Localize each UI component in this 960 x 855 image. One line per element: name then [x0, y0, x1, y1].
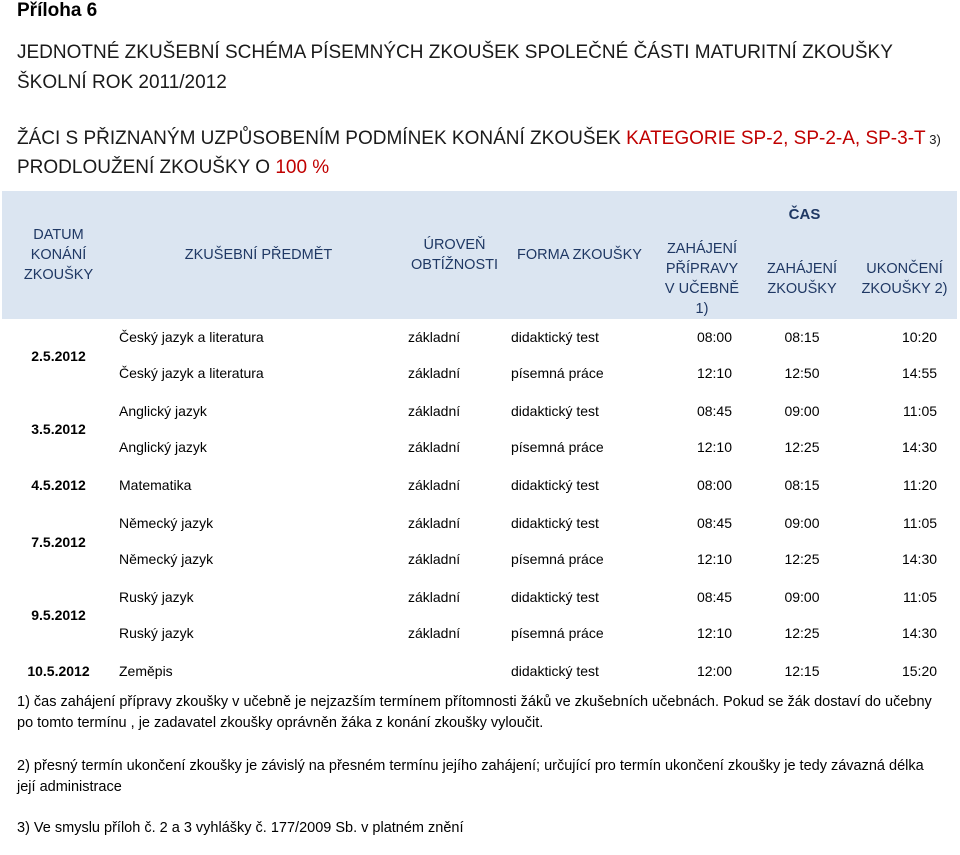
level-cell: základní [402, 355, 507, 392]
header-level: ÚROVEŇ OBTÍŽNOSTI [402, 191, 507, 319]
exam-date: 2.5.2012 [31, 347, 86, 364]
exam-end-cell: 15:20 [852, 652, 957, 690]
prep-start-cell: 12:10 [652, 615, 752, 652]
exam-date: 10.5.2012 [2, 652, 115, 690]
footnote-3: 3) Ve smyslu příloh č. 2 a 3 vyhlášky č. 177/2009 Sb. v platném znění [17, 820, 464, 836]
exam-end-cell: 14:30 [852, 615, 957, 652]
exam-end-cell: 11:05 [903, 515, 938, 531]
table-row [2, 355, 957, 392]
header-exam-start: ZAHÁJENÍ ZKOUŠKY [752, 239, 852, 319]
category-heading-highlight: KATEGORIE SP-2, SP-2-A, SP-3-T [626, 128, 926, 149]
exam-start-cell: 09:00 [784, 515, 820, 531]
exam-start-cell: 12:50 [752, 355, 852, 392]
exam-end-cell: 10:20 [901, 329, 938, 345]
form-cell: didaktický test [511, 403, 599, 419]
subject-cell: Matematika [115, 466, 402, 504]
level-cell: základní [408, 403, 461, 419]
header-exam-end: UKONČENÍ ZKOUŠKY 2) [852, 239, 957, 319]
form-cell: písemná práce [507, 615, 652, 652]
subject-cell: Anglický jazyk [119, 403, 207, 419]
header-prep-start: ZAHÁJENÍ PŘÍPRAVY V UČEBNĚ 1) [652, 239, 752, 319]
subject-cell: Ruský jazyk [115, 615, 402, 652]
header-form: FORMA ZKOUŠKY [507, 191, 652, 319]
table-row [2, 578, 957, 615]
form-cell: písemná práce [507, 429, 652, 466]
exam-end-cell: 11:20 [852, 466, 957, 504]
level-cell: základní [402, 615, 507, 652]
exam-end-cell: 11:05 [903, 589, 938, 605]
exam-date: 9.5.2012 [31, 607, 86, 623]
form-cell: didaktický test [507, 466, 652, 504]
subject-cell: Německý jazyk [115, 541, 402, 578]
table-row [2, 392, 957, 429]
prep-start-cell: 08:00 [652, 466, 752, 504]
table-row [2, 319, 957, 355]
subject-cell: Anglický jazyk [115, 429, 402, 466]
exam-start-cell: 09:00 [784, 589, 820, 605]
prep-start-cell: 12:10 [652, 541, 752, 578]
level-cell: základní [408, 329, 461, 345]
category-heading-prefix: ŽÁCI S PŘIZNANÝM UZPŮSOBENÍM PODMÍNEK KONÁNÍ ZKOUŠEK [17, 128, 627, 149]
exam-end-cell: 14:55 [852, 355, 957, 392]
extension-heading-highlight: 100 % [275, 157, 330, 178]
appendix-label: Příloha 6 [17, 0, 98, 21]
exam-schedule-table [2, 191, 957, 691]
header-subject: ZKUŠEBNÍ PŘEDMĚT [115, 191, 402, 319]
prep-start-cell: 08:45 [696, 403, 732, 419]
subject-cell: Německý jazyk [119, 515, 214, 531]
level-cell: základní [408, 515, 461, 531]
page-title: JEDNOTNÉ ZKUŠEBNÍ SCHÉMA PÍSEMNÝCH ZKOUŠEK SPOLEČNÉ ČÁSTI MATURITNÍ ZKOUŠKY [17, 42, 893, 63]
exam-end-cell: 11:05 [903, 403, 938, 419]
exam-date: 4.5.2012 [2, 466, 115, 504]
footnote-2: 2) přesný termín ukončení zkoušky je závislý na přesném termínu jejího zahájení; určující pro termín ukončení zkoušky je tedy závazná délka její administrace [17, 758, 924, 795]
exam-start-cell: 12:25 [752, 541, 852, 578]
schedule-body [2, 319, 957, 690]
exam-start-cell: 12:25 [752, 429, 852, 466]
exam-date: 7.5.2012 [31, 533, 86, 550]
prep-start-cell: 08:45 [696, 589, 732, 605]
exam-end-cell: 14:30 [852, 541, 957, 578]
form-cell: didaktický test [511, 515, 599, 531]
prep-start-cell: 08:45 [696, 515, 732, 531]
prep-start-cell: 12:10 [652, 355, 752, 392]
form-cell: písemná práce [507, 541, 652, 578]
table-row [2, 429, 957, 466]
form-cell: didaktický test [511, 589, 599, 605]
level-cell: základní [402, 429, 507, 466]
subject-cell: Ruský jazyk [119, 589, 194, 605]
level-cell: základní [402, 466, 507, 504]
table-row [2, 466, 957, 504]
subject-cell: Zeměpis [115, 652, 402, 690]
exam-start-cell: 12:25 [752, 615, 852, 652]
prep-start-cell: 12:00 [652, 652, 752, 690]
level-cell [402, 652, 507, 690]
subject-cell: Český jazyk a literatura [115, 355, 402, 392]
footnote-1: 1) čas zahájení přípravy zkoušky v učebně je nejzazším termínem přítomnosti žáků ve zkušebních učebnách. Pokud se žák dostaví do učebny po tomto termínu , je zadavatel zkoušky oprávněn žáka z konání zkoušky vyloučit. [17, 694, 932, 731]
page-subtitle: ŠKOLNÍ ROK 2011/2012 [17, 72, 227, 93]
form-cell: písemná práce [507, 355, 652, 392]
form-cell: didaktický test [511, 329, 599, 345]
table-row [2, 652, 957, 690]
table-row [2, 504, 957, 541]
extension-heading [17, 157, 329, 179]
exam-start-cell: 09:00 [784, 403, 820, 419]
header-time-group: ČAS [652, 191, 957, 239]
form-cell: didaktický test [507, 652, 652, 690]
header-date: DATUM KONÁNÍ ZKOUŠKY [2, 191, 115, 319]
category-heading [17, 128, 941, 150]
prep-start-cell: 08:00 [696, 329, 732, 345]
prep-start-cell: 12:10 [652, 429, 752, 466]
exam-start-cell: 08:15 [784, 329, 820, 345]
extension-heading-prefix: PRODLOUŽENÍ ZKOUŠKY O [17, 157, 276, 178]
level-cell: základní [408, 589, 461, 605]
category-heading-note: 3) [925, 132, 941, 147]
exam-start-cell: 12:15 [752, 652, 852, 690]
subject-cell: Český jazyk a literatura [119, 329, 264, 345]
table-row [2, 541, 957, 578]
table-row [2, 615, 957, 652]
exam-end-cell: 14:30 [852, 429, 957, 466]
exam-start-cell: 08:15 [752, 466, 852, 504]
level-cell: základní [402, 541, 507, 578]
exam-date: 3.5.2012 [31, 421, 86, 437]
